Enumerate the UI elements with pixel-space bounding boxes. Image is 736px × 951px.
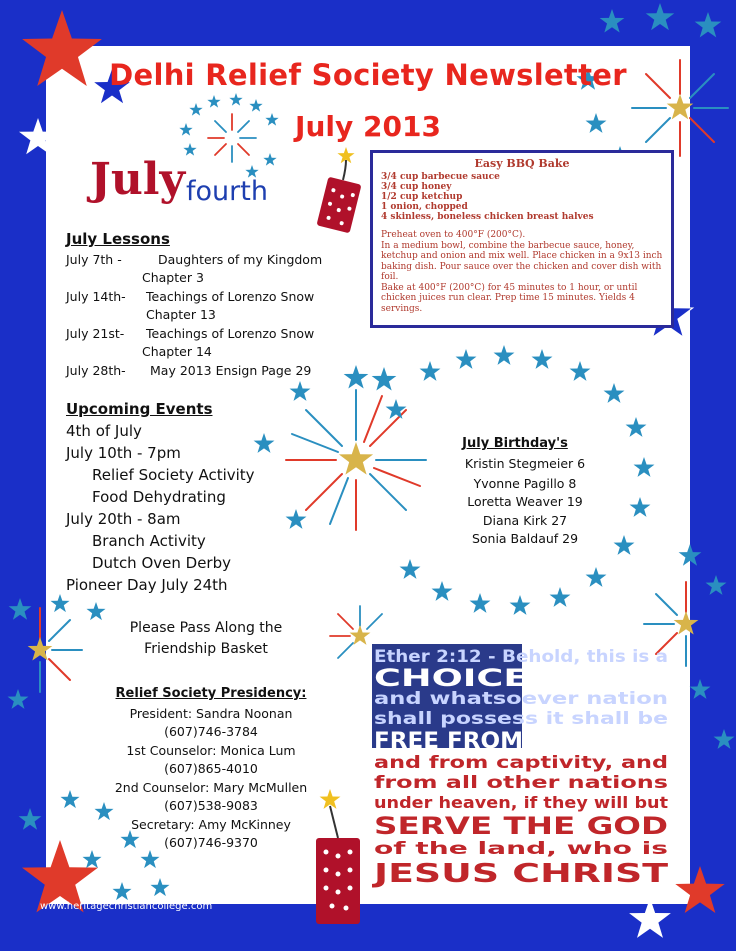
friendship-line: Friendship Basket (144, 641, 268, 657)
lesson-chapter: Chapter 13 (146, 307, 216, 322)
verse-line: and from captivity, and (374, 753, 668, 773)
event-line: July 20th - 8am (66, 510, 181, 528)
lesson-date: July 21st- (66, 326, 125, 341)
birthday-name: Kristin Stegmeier 6 (464, 456, 586, 471)
recipe-step-line: Preheat oven to 400°F (200°C). (381, 230, 526, 240)
event-line: Food Dehydrating (92, 488, 226, 506)
verse-line: from all other nations (374, 773, 668, 793)
event-line: July 10th - 7pm (66, 444, 181, 462)
presidency-line: 2nd Counselor: Mary McMullen (114, 780, 308, 795)
lesson-chapter: Chapter 3 (142, 270, 204, 285)
friendship-line: Please Pass Along the (129, 620, 283, 636)
recipe-step-line: servings. (381, 303, 423, 314)
event-line: 4th of July (66, 422, 142, 440)
lesson-title: Teachings of Lorenzo Snow (146, 289, 315, 304)
red-star-bottom-right (675, 866, 724, 913)
lesson-date: July 14th- (66, 289, 126, 304)
logo-july: July (90, 154, 186, 205)
recipe-step-line: foil. (381, 272, 399, 282)
verse-line: FREE FROM BONDAGE, (374, 729, 668, 754)
scripture-svg (372, 640, 672, 890)
recipe-step-line: ketchup and onion and mix well. Place chicken in a 9x13 inch (381, 251, 663, 261)
verse-line: SERVE THE GOD (374, 812, 668, 840)
recipe-ingredient: 1/2 cup ketchup (381, 192, 463, 202)
lesson-date: July 28th- (66, 363, 126, 378)
recipe-box (370, 150, 674, 328)
recipe-step-line: Bake at 400°F (200°C) for 45 minutes to 1 hour, or until (381, 282, 638, 293)
presidency-line: (607)746-9370 (164, 835, 258, 850)
white-star-bottom-right (629, 898, 671, 938)
lesson-title: May 2013 Ensign Page 29 (150, 363, 312, 378)
newsletter-date: July 2013 (295, 110, 441, 143)
birthday-name: Yvonne Pagillo 8 (473, 476, 577, 491)
lessons-heading: July Lessons (66, 230, 170, 248)
event-line: Pioneer Day July 24th (66, 576, 228, 594)
presidency-heading: Relief Society Presidency: (115, 686, 307, 701)
recipe-step-line: In a medium bowl, combine the barbecue sauce, honey, (381, 240, 635, 251)
presidency-line: (607)746-3784 (164, 724, 258, 739)
verse-line: of the land, who is (374, 839, 668, 859)
firework-middle (286, 390, 426, 530)
firework-left (28, 608, 82, 692)
recipe-ingredient: 3/4 cup barbecue sauce (381, 172, 500, 182)
birthday-name: Sonia Baldauf 29 (471, 531, 579, 546)
event-line: Relief Society Activity (92, 466, 255, 484)
verse-line: shall possess it shall be (374, 709, 668, 729)
event-line: Dutch Oven Derby (92, 554, 231, 572)
birthday-name: Loretta Weaver 19 (467, 494, 583, 509)
verse-line: under heaven, if they will but (374, 793, 669, 812)
recipe-step-line: baking dish. Pour sauce over the chicken and cover dish with (381, 261, 662, 272)
recipe-step-line: chicken juices run clear. Prep time 15 minutes. Yields 4 (381, 293, 635, 303)
events-heading: Upcoming Events (66, 400, 213, 418)
presidency-line: (607)865-4010 (164, 761, 258, 776)
verse-line: and whatsoever nation (374, 689, 668, 709)
birthdays-heading: July Birthday's (462, 436, 568, 451)
verse-line: JESUS CHRIST (372, 859, 669, 889)
logo-fourth: fourth (186, 176, 268, 207)
watermark: www.heritagechristiancollege.com (40, 901, 213, 912)
verse-line: Ether 2:12 - Behold, this is a (374, 647, 668, 667)
lesson-date: July 7th - (66, 252, 122, 267)
verse-line: CHOICE LAND, (374, 664, 668, 692)
recipe-ingredient: 1 onion, chopped (381, 202, 468, 212)
scripture-flag (372, 640, 672, 890)
presidency-line: Secretary: Amy McKinney (131, 817, 291, 832)
lesson-chapter: Chapter 14 (142, 344, 212, 359)
recipe-ingredient: 4 skinless, boneless chicken breast halves (381, 212, 594, 222)
lesson-title: Teachings of Lorenzo Snow (146, 326, 315, 341)
presidency-line: (607)538-9083 (164, 798, 258, 813)
recipe-steps (381, 230, 663, 314)
presidency-line: 1st Counselor: Monica Lum (126, 743, 296, 758)
recipe-ingredient: 3/4 cup honey (381, 182, 452, 192)
lesson-title: Daughters of my Kingdom (158, 252, 323, 267)
firecracker-top (316, 147, 361, 233)
event-line: Branch Activity (92, 532, 206, 550)
recipe-title: Easy BBQ Bake (474, 157, 570, 170)
presidency-line: President: Sandra Noonan (129, 706, 293, 721)
newsletter-title: Delhi Relief Society Newsletter (109, 58, 627, 92)
birthday-name: Diana Kirk 27 (482, 513, 568, 528)
